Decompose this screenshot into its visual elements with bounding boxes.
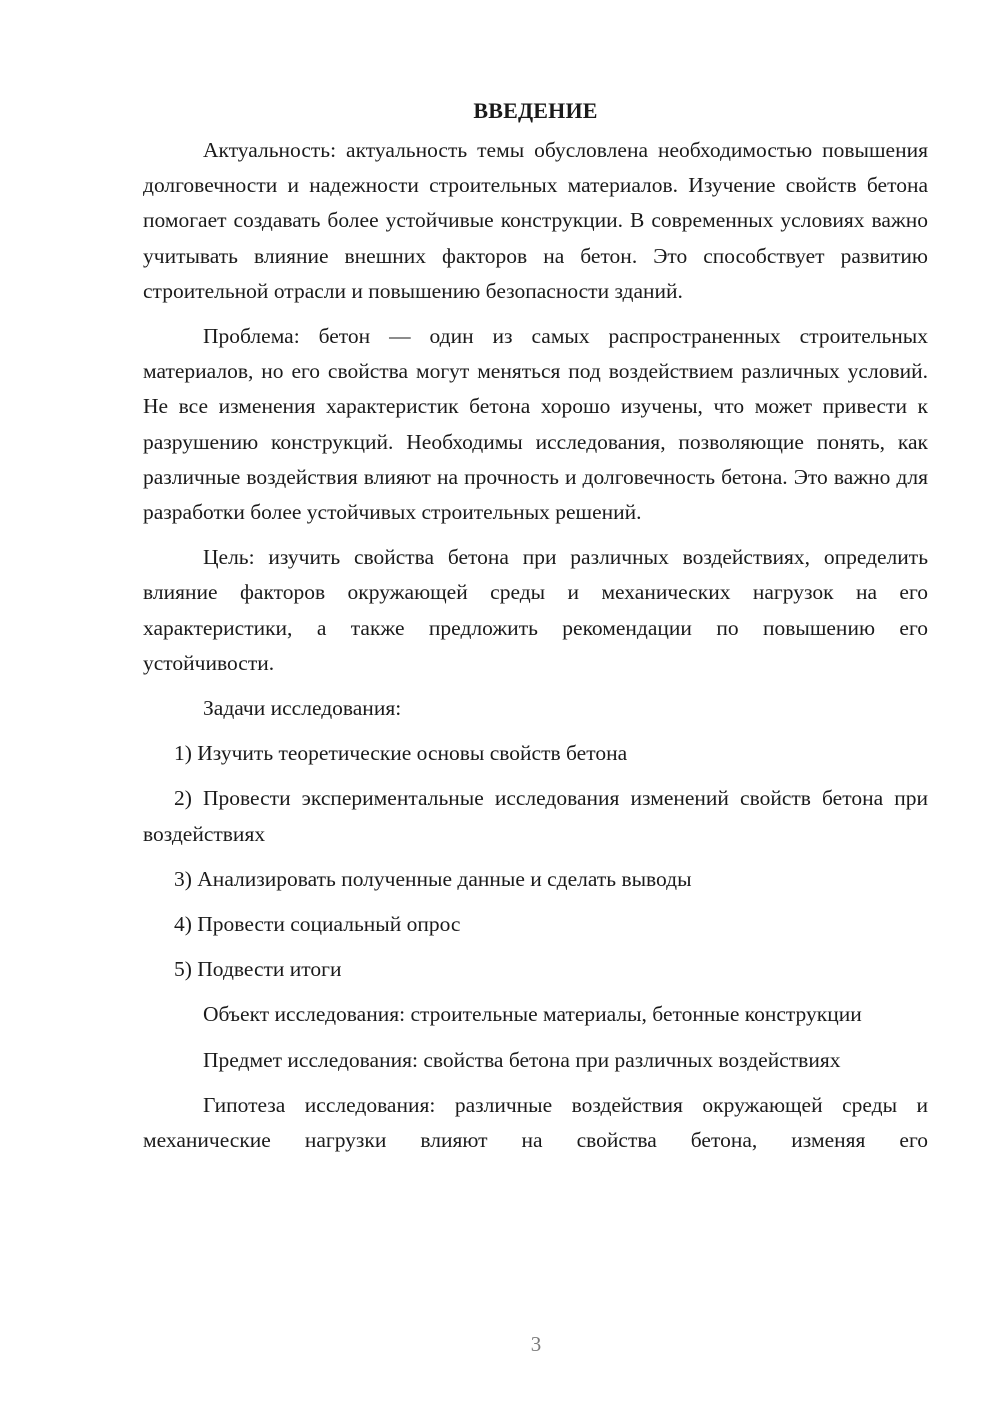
document-page: [143, 93, 928, 1158]
tasks-heading: Задачи исследования:: [203, 696, 402, 721]
task-item-1: 1) Изучить теоретические основы свойств бетона: [174, 741, 628, 766]
page-number: 3: [530, 1332, 542, 1356]
section-title: ВВЕДЕНИЕ: [473, 98, 598, 123]
task-item-4: 4) Провести социальный опрос: [174, 912, 461, 937]
problem-paragraph: Проблема: бетон — один из самых распространенных строительных материалов, но его свойства могут меняться под воздействием различных условий. Не все изменения характеристик бетона хорошо изучены, что может привести к разрушению конструкций. Необходимы исследования, позволяющие понять, как различные воздействия влияют на прочность и долговечность бетона. Это важно для разработки более устойчивых строительных решений.: [143, 324, 928, 525]
subject-paragraph: Предмет исследования: свойства бетона при различных воздействиях: [203, 1047, 841, 1072]
relevance-paragraph: Актуальность: актуальность темы обусловлена необходимостью повышения долговечности и надежности строительных материалов. Изучение свойств бетона помогает создавать более устойчивые конструкции. В современных условиях важно учитывать влияние внешних факторов на бетон. Это способствует развитию строительной отрасли и повышению безопасности зданий.: [143, 138, 928, 303]
hypothesis-paragraph: Гипотеза исследования: различные воздействия окружающей среды и механические нагрузки влияют на свойства бетона, изменяя его: [143, 1092, 928, 1153]
task-item-3: 3) Анализировать полученные данные и сделать выводы: [174, 866, 692, 891]
task-item-2: 2) Провести экспериментальные исследования изменений свойств бетона при воздействиях: [143, 786, 928, 846]
object-paragraph: Объект исследования: строительные материалы, бетонные конструкции: [203, 1002, 862, 1027]
goal-paragraph: Цель: изучить свойства бетона при различных воздействиях, определить влияние факторов окружающей среды и механических нагрузок на его характеристики, а также предложить рекомендации по повышению его устойчивости.: [143, 545, 928, 675]
task-item-5: 5) Подвести итоги: [174, 957, 342, 982]
